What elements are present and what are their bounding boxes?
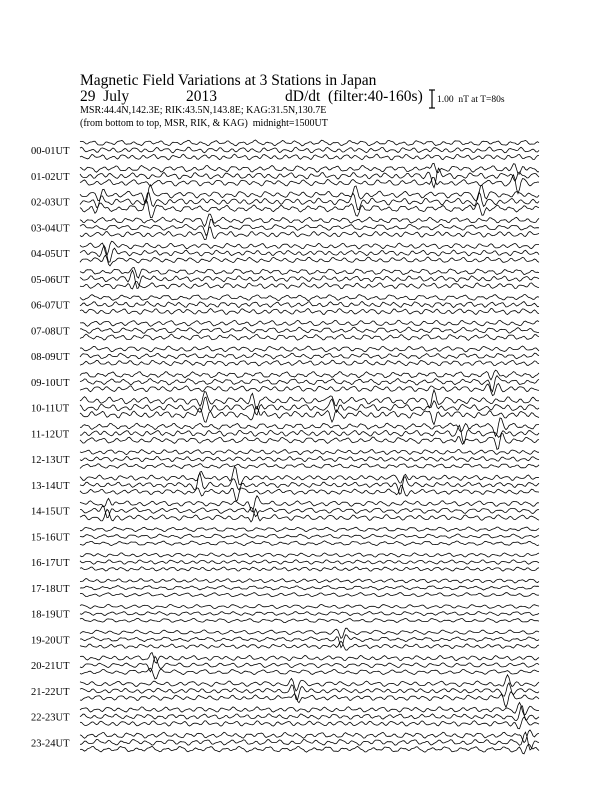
trace-msr-16-17ut [80, 567, 539, 571]
trace-msr-23-24ut [80, 744, 539, 754]
trace-rik-06-07ut [80, 301, 539, 307]
trace-msr-14-15ut [80, 509, 539, 522]
hour-label: 14-15UT [31, 506, 70, 518]
hour-label: 04-05UT [31, 249, 70, 260]
trace-msr-05-06ut [80, 281, 539, 289]
trace-kag-07-08ut [80, 320, 539, 326]
trace-kag-15-16ut [80, 527, 539, 532]
trace-kag-21-22ut [80, 675, 539, 691]
quantity-label: dD/dt (filter:40-160s) [285, 88, 423, 105]
trace-rik-13-14ut [80, 473, 539, 494]
trace-rik-10-11ut [80, 397, 539, 415]
hour-label: 06-07UT [31, 300, 70, 312]
trace-kag-08-09ut [80, 346, 539, 352]
hour-label: 01-02UT [31, 171, 70, 183]
hour-label: 18-19UT [31, 609, 70, 621]
hour-label: 07-08UT [31, 326, 70, 338]
trace-rik-16-17ut [80, 560, 539, 565]
trace-rik-07-08ut [80, 327, 539, 333]
trace-msr-11-12ut [80, 433, 539, 449]
trace-rik-12-13ut [80, 456, 539, 461]
trace-kag-01-02ut [80, 163, 539, 174]
hour-label: 23-24UT [31, 738, 70, 750]
trace-rik-04-05ut [80, 246, 539, 263]
hour-label: 21-22UT [31, 686, 70, 698]
hour-label: 02-03UT [31, 197, 70, 209]
hour-label: 09-10UT [31, 377, 70, 389]
hour-label: 19-20UT [31, 635, 70, 647]
trace-kag-10-11ut [80, 390, 539, 409]
date-day: 29 July [80, 88, 130, 105]
hour-label: 03-04UT [31, 223, 70, 235]
order-line: (from bottom to top, MSR, RIK, & KAG) midnight=1500UT [80, 118, 328, 129]
trace-kag-22-23ut [80, 703, 539, 716]
hour-label: 05-06UT [31, 274, 70, 286]
trace-kag-23-24ut [80, 730, 539, 743]
trace-msr-04-05ut [80, 255, 539, 266]
trace-msr-15-16ut [80, 541, 539, 546]
trace-kag-19-20ut [80, 628, 539, 638]
trace-kag-09-10ut [80, 370, 539, 380]
trace-rik-08-09ut [80, 353, 539, 359]
trace-msr-06-07ut [80, 309, 539, 315]
hour-label: 15-16UT [31, 532, 70, 544]
hour-label: 16-17UT [31, 558, 70, 569]
trace-rik-18-19ut [80, 612, 539, 616]
trace-kag-13-14ut [80, 467, 539, 485]
hour-label: 17-18UT [31, 583, 70, 595]
trace-rik-14-15ut [80, 506, 539, 518]
hour-label: 22-23UT [31, 712, 70, 724]
hour-label: 08-09UT [31, 352, 70, 363]
hour-label: 13-14UT [31, 480, 70, 492]
trace-kag-17-18ut [80, 579, 539, 584]
hour-label: 20-21UT [31, 661, 70, 672]
trace-msr-19-20ut [80, 641, 539, 650]
date-year: 2013 [186, 88, 217, 105]
hour-label: 10-11UT [31, 403, 70, 415]
trace-kag-18-19ut [80, 604, 539, 608]
hour-label: 12-13UT [31, 455, 70, 466]
hour-label: 11-12UT [31, 429, 70, 441]
trace-msr-03-04ut [80, 227, 539, 240]
trace-rik-00-01ut [80, 147, 539, 153]
trace-msr-07-08ut [80, 334, 539, 340]
trace-kag-03-04ut [80, 214, 539, 226]
trace-msr-00-01ut [80, 154, 539, 160]
trace-kag-05-06ut [80, 268, 539, 279]
trace-msr-18-19ut [80, 618, 539, 622]
trace-rik-17-18ut [80, 586, 539, 590]
stations-line: MSR:44.4N,142.3E; RIK:43.5N,143.8E; KAG:31.5N,130.7E [80, 105, 327, 116]
trace-msr-08-09ut [80, 360, 539, 366]
hour-label: 00-01UT [31, 146, 70, 157]
trace-kag-00-01ut [80, 140, 539, 146]
trace-msr-21-22ut [80, 692, 539, 708]
trace-kag-12-13ut [80, 450, 539, 455]
trace-msr-17-18ut [80, 593, 539, 597]
scale-label: 1.00 nT at T=80s [437, 95, 505, 105]
chart-title: Magnetic Field Variations at 3 Stations in Japan [80, 72, 377, 89]
trace-rik-15-16ut [80, 534, 539, 539]
trace-msr-22-23ut [80, 717, 539, 729]
trace-rik-22-23ut [80, 706, 539, 721]
trace-msr-12-13ut [80, 463, 539, 468]
trace-kag-16-17ut [80, 553, 539, 557]
trace-msr-09-10ut [80, 384, 539, 396]
trace-kag-06-07ut [80, 295, 539, 301]
trace-kag-20-21ut [80, 653, 539, 664]
